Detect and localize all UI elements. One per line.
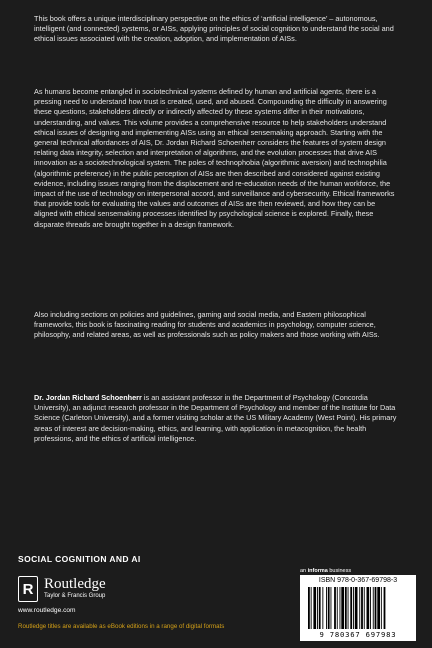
publisher-block <box>18 574 218 614</box>
barcode-bar <box>340 587 341 629</box>
author-bio-paragraph <box>34 393 400 444</box>
barcode-bar <box>355 587 358 629</box>
informa-tag <box>300 568 351 574</box>
barcode-bar <box>334 587 336 629</box>
description-paragraph-2 <box>34 87 400 230</box>
barcode-bar <box>328 587 330 629</box>
author-bio <box>34 393 400 444</box>
barcode-bar <box>317 587 318 629</box>
barcode-bar <box>350 587 352 629</box>
barcode-bar <box>373 587 374 629</box>
barcode-bars-icon <box>308 587 408 629</box>
description-paragraph-1 <box>34 14 400 45</box>
publisher-subtitle: Taylor & Francis Group <box>44 593 106 599</box>
author-name: Dr. Jordan Richard Schoenherr <box>34 393 142 402</box>
description-text-1: This book offers a unique interdisciplinary perspective on the ethics of ‘artificial intelligence’ – autonomous, intelligent (and connected) systems, or AISs, applying principles of social cognition to understand the social and ethical issues associated with the creation, adoption, and implementation of AISs. <box>34 14 394 44</box>
barcode-bar <box>353 587 354 629</box>
barcode-bar <box>359 587 360 629</box>
barcode-bar <box>345 587 347 629</box>
series-title: SOCIAL COGNITION AND AI <box>18 554 141 564</box>
barcode-bar <box>331 587 332 629</box>
barcode-bar <box>337 587 338 629</box>
author-bio-text: is an assistant professor in the Department of Psychology (Concordia University), an adjunct research professor in the Department of Psychology and member of the Institute for Data Science (Carleton University), and a former visiting scholar at the US Military Academy (West Point). His primary areas of interest are decision-making, ethics, and learning, with application in metacognition, the health professions, and the ethics of artificial intelligence. <box>34 393 397 443</box>
barcode-bar <box>322 587 323 629</box>
logo-letter: R <box>22 580 34 598</box>
barcode-bar <box>311 587 312 629</box>
barcode-bar <box>375 587 377 629</box>
barcode-digits: 9 780367 697983 <box>319 630 397 639</box>
barcode-bar <box>319 587 321 629</box>
barcode-bar <box>313 587 316 629</box>
barcode-bar <box>361 587 363 629</box>
barcode-bar <box>348 587 349 629</box>
publisher-url[interactable]: www.routledge.com <box>18 607 76 614</box>
informa-suffix: business <box>327 568 352 574</box>
barcode-bar <box>364 587 365 629</box>
description-text-2: As humans become entangled in sociotechnical systems defined by human and artificial agents, there is a pressing need to understand how trust is created, used, and abused. Compounding the difficulty in answering these questions, stakeholders directly or indirectly affected by these systems differ in their motivations, understanding, and values. This volume provides a comprehensive resource to help stakeholders understand ethical issues of designing and implementing AISs using an ethical sensemaking approach. Starting with the general technical affordances of AIS, Dr. Jordan Richard Schoenherr considers the features of system design relating data integrity, selection and interpretation of algorithms, and the evolution processes that drive AIS innovation as a sociotechnological system. The poles of technophobia (algorithmic aversion) and technophilia (algorithmic preference) in the public perception of AISs are then described and considered against existing evidence, including issues ranging from the displacement and re-education needs of the human workforce, the impact of the use of technology on interpersonal accord, and surveillance and cybersecurity. Ethical frameworks that provide tools for evaluating the values and outcomes of AISs are then reviewed, and how they can be aligned with ethical sensemaking processes identified by psychological science is explored. Finally, these disparate threads are brought together in a design framework. <box>34 87 395 229</box>
barcode-bar <box>326 587 327 629</box>
barcode-bar <box>377 587 380 629</box>
description-text-3: Also including sections on policies and guidelines, gaming and social media, and Eastern philosophical frameworks, this book is fascinating reading for students and academics in psychology, computer science, philosophy, and related areas, as well as professionals such as policy makers and those working with AISs. <box>34 310 380 340</box>
isbn-barcode <box>300 575 416 641</box>
publisher-name: Routledge <box>44 576 106 592</box>
routledge-logo-icon <box>18 576 38 602</box>
barcode-bar <box>384 587 386 629</box>
informa-brand: informa <box>307 568 328 574</box>
description-paragraph-3 <box>34 310 400 341</box>
barcode-bar <box>367 587 370 629</box>
ebook-note: Routledge titles are available as eBook editions in a range of digital formats <box>18 623 225 630</box>
barcode-bar <box>341 587 344 629</box>
informa-prefix: an <box>300 568 308 574</box>
barcode-bar <box>308 587 310 629</box>
barcode-bar <box>381 587 382 629</box>
barcode-bar <box>370 587 371 629</box>
isbn-label: ISBN 978-0-367-69798-3 <box>318 577 398 584</box>
